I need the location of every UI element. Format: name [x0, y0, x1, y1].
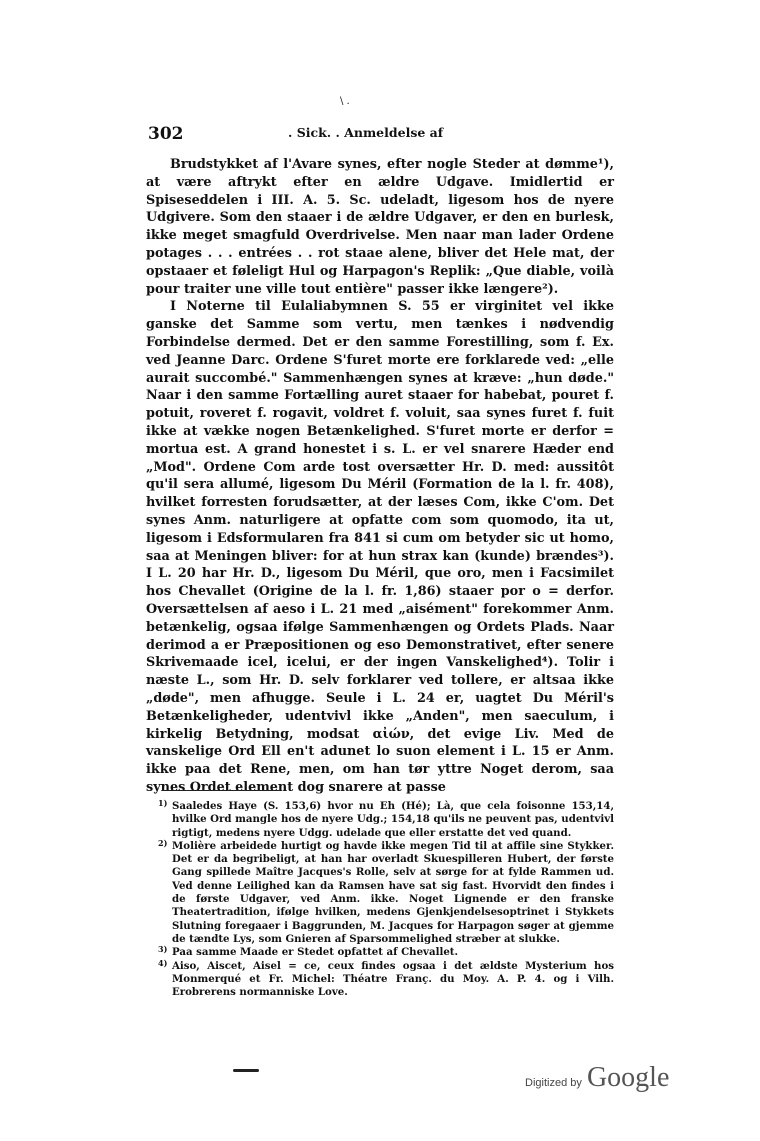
footnote-marker: 3) — [158, 944, 168, 955]
footnote-divider — [162, 790, 280, 791]
footnote-text: Molière arbeidede hurtigt og havde ikke megen Tid til at affile sine Stykker. Det er da begribeligt, at han har overladt Skuespilleren Hubert, der første Gang spillede Maître Jacques's Rolle, selv at sørge for at fylde Rammen ud. Ved denne Leilighed kan da Ramsen have sat sig fast. Hvorvidt den findes i de første Udgaver, ved Anm. ikke. Noget Lignende er den franske Theatertradition, ifølge hvilken, medens Gjenkjendelsesoptrinet i Stykkets Slutning foregaaer i Baggrunden, M. Jacques for Harpagon søger at gjemme de tændte Lys, som Gnieren af Sparsommelighed stræber at slukke. — [172, 839, 614, 945]
footnote-1 — [158, 800, 614, 840]
footnote-2 — [158, 837, 614, 946]
footnote-text: Saaledes Haye (S. 153,6) hvor nu Eh (Hé); Là, que cela foisonne 153,14, hvilke Ord mangle hos de nyere Udg.; 154,18 qu'ils ne peuvent pas, udentvivl rigtigt, medens nyere Udgg. udelade que eller erstatte det ved quand. — [172, 800, 614, 839]
digitized-watermark — [525, 1062, 669, 1094]
footnote-3 — [158, 946, 614, 959]
digitized-prefix: Digitized by — [525, 1077, 582, 1089]
footnote-marker: 1) — [158, 798, 168, 808]
running-title: . Sick. . Anmeldelse af — [288, 125, 444, 140]
main-text — [146, 156, 614, 797]
google-logo: Google — [586, 1062, 670, 1093]
footnote-text: Paa samme Maade er Stedet opfattet af Chevallet. — [172, 946, 459, 959]
page-number: 302 — [148, 124, 184, 144]
paragraph-avare: Brudstykket af l'Avare synes, efter nogle Steder at dømme¹), at være aftrykt efter en ældre Udgave. Imidlertid er Spiseseddelen i III. A. 5. Sc. udeladt, ligesom hos de nyere Udgivere. Som den staaer i de ældre Udgaver, er den en burlesk, ikke meget smagfuld Overdrivelse. Men naar man lader Ordene potages . . . entrées . . rot staae alene, bliver det Hele mat, der opstaaer et føleligt Hul og Harpagon's Replik: „Que diable, voilà pour traiter une ville tout entière" passer ikke længere²). — [146, 157, 614, 297]
stray-mark: \ . — [340, 96, 350, 107]
footnote-text: Aiso, Aiscet, Aisel = ce, ceux findes ogsaa i det ældste Mysterium hos Monmerqué et Fr. Michel: Théatre Franç. du Moy. A. P. 4. og i Vilh. Erobrerens normanniske Love. — [172, 959, 614, 999]
footnote-marker: 4) — [158, 957, 168, 968]
page-end-dash — [233, 1069, 259, 1072]
paragraph-eulalia: I Noterne til Eulaliabymnen S. 55 er virginitet vel ikke ganske det Samme som vertu, men tænkes i nødvendig Forbindelse dermed. Det er den samme Forestilling, som f. Ex. ved Jeanne Darc. Ordene S'furet morte ere forklarede ved: „elle aurait succombé." Sammenhængen synes at kræve: „hun døde." Naar i den samme Fortælling auret staaer for habebat, pouret f. potuit, roveret f. rogavit, voldret f. voluit, saa synes furet f. fuit ikke at vække nogen Betænkelighed. S'furet morte er derfor = mortua est. A grand honestet i s. L. er vel snarere Hæder end „Mod". Ordene Com arde tost oversætter Hr. D. med: aussitôt qu'il sera allumé, ligesom Du Méril (Formation de la l. fr. 408), hvilket forresten forudsætter, at der læses Com, ikke C'om. Det synes Anm. naturligere at opfatte com som quomodo, ita ut, ligesom i Edsformularen fra 841 si cum om betyder sic ut homo, saa at Meningen bliver: for at hun strax kan (kunde) brændes³). I L. 20 har Hr. D., ligesom Du Méril, que oro, men i Facsimilet hos Chevallet (Origine de la l. fr. 1,86) staaer por o = derfor. Oversættelsen af aeso i L. 21 med „aisément" forekommer Anm. betænkelig, ogsaa ifølge Sammenhængen og Ordets Plads. Naar derimod a er Præpositionen og eso Demonstrativet, efter senere Skrivemaade icel, icelui, er der ingen Vanskelighed⁴). Tolir i næste L., som Hr. D. selv forklarer ved tollere, er altsaa ikke „døde", men afhugge. Seule i L. 24 er, uagtet Du Méril's Betænkeligheder, udentvivl ikke „Anden", men saeculum, i kirkelig Betydning, modsat αἰών, det evige Liv. Med de vanskelige Ord Ell en't adunet lo suon element i L. 15 er Anm. ikke paa det Rene, men, om han tør yttre Noget derom, saa synes Ordet element dog snarere at passe — [146, 299, 614, 795]
footnote-4 — [158, 957, 614, 1000]
running-header — [148, 124, 618, 144]
footnote-marker: 2) — [158, 837, 168, 848]
footnotes — [158, 800, 614, 999]
